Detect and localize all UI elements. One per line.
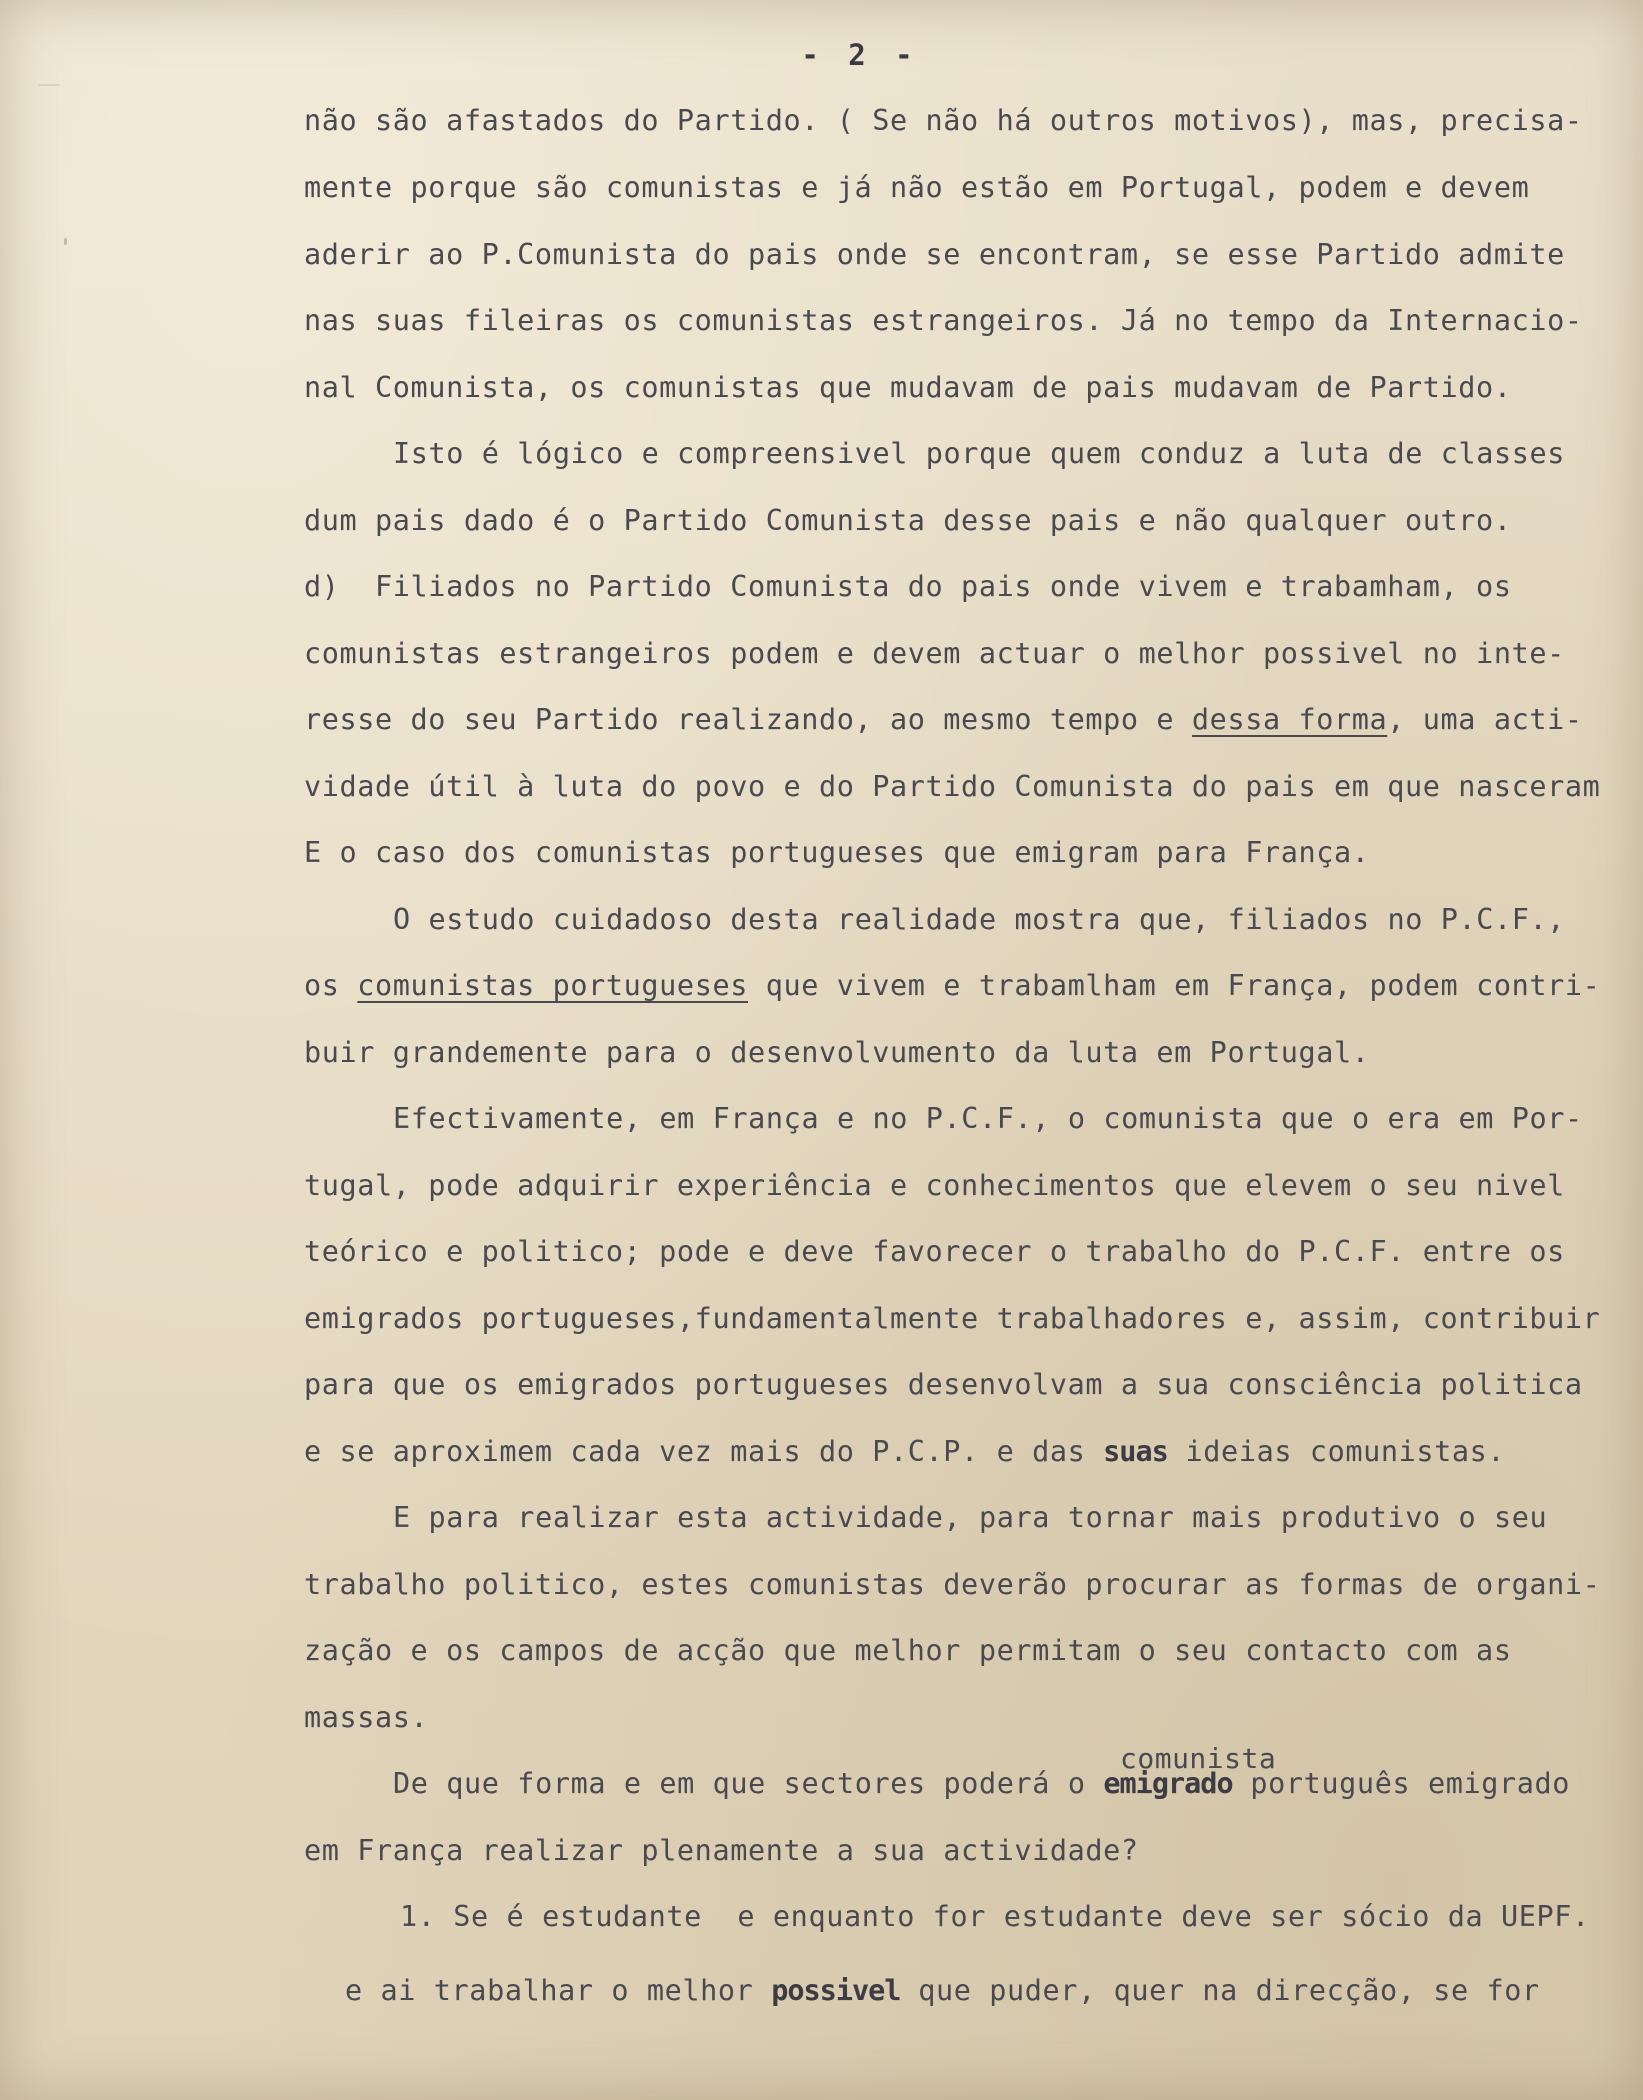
text-line: massas. bbox=[304, 1701, 429, 1734]
typed-over-word: suas bbox=[1103, 1435, 1168, 1468]
text-line: comunistas estrangeiros podem e devem actuar o melhor possivel no inte- bbox=[304, 637, 1565, 670]
text-line: O estudo cuidadoso desta realidade mostra que, filiados no P.C.F., bbox=[393, 903, 1566, 936]
text-line: zação e os campos de acção que melhor permitam o seu contacto com as bbox=[304, 1634, 1512, 1667]
text-line: emigrados portugueses,fundamentalmente trabalhadores e, assim, contribuir bbox=[304, 1302, 1601, 1335]
text-line: não são afastados do Partido. ( Se não há outros motivos), mas, precisa- bbox=[304, 104, 1583, 137]
text-line: E para realizar esta actividade, para tornar mais produtivo o seu bbox=[393, 1501, 1548, 1534]
underlined-phrase: dessa forma bbox=[1191, 703, 1388, 736]
handwritten-insertion: comunista bbox=[1120, 1742, 1277, 1775]
text-line: 1. Se é estudante e enquanto for estudante deve ser sócio da UEPF. bbox=[400, 1900, 1590, 1933]
text-line: resse do seu Partido realizando, ao mesmo tempo e dessa forma, uma acti- bbox=[304, 703, 1583, 736]
text-line: mente porque são comunistas e já não estão em Portugal, podem e devem bbox=[304, 171, 1530, 204]
text-line: e ai trabalhar o melhor possivel que puder, quer na direcção, se for bbox=[345, 1974, 1540, 2007]
text-line: nal Comunista, os comunistas que mudavam de pais mudavam de Partido. bbox=[304, 371, 1512, 404]
paper-stain bbox=[64, 238, 67, 245]
typed-over-word: emigrado bbox=[1103, 1767, 1233, 1800]
text-line: aderir ao P.Comunista do pais onde se encontram, se esse Partido admite bbox=[304, 238, 1565, 271]
text-line: tugal, pode adquirir experiência e conhecimentos que elevem o seu nivel bbox=[304, 1169, 1565, 1202]
text-line: em França realizar plenamente a sua actividade? bbox=[304, 1834, 1139, 1867]
typed-over-word: possivel bbox=[771, 1974, 901, 2007]
text-line: trabalho politico, estes comunistas deverão procurar as formas de organi- bbox=[304, 1568, 1601, 1601]
text-line: dum pais dado é o Partido Comunista desse pais e não qualquer outro. bbox=[304, 504, 1512, 537]
text-line: para que os emigrados portugueses desenvolvam a sua consciência politica bbox=[304, 1368, 1583, 1401]
text-line: os comunistas portugueses que vivem e trabamlham em França, podem contri- bbox=[304, 969, 1601, 1002]
text-line: teórico e politico; pode e deve favorecer o trabalho do P.C.F. entre os bbox=[304, 1235, 1565, 1268]
underlined-phrase: comunistas portugueses bbox=[357, 969, 748, 1002]
text-line: d) Filiados no Partido Comunista do pais onde vivem e trabamham, os bbox=[304, 570, 1512, 603]
page-number: - 2 - bbox=[801, 38, 919, 72]
text-line: Isto é lógico e compreensivel porque quem conduz a luta de classes bbox=[393, 437, 1566, 470]
text-line: e se aproximem cada vez mais do P.C.P. e das suas ideias comunistas. bbox=[304, 1435, 1506, 1468]
text-line: nas suas fileiras os comunistas estrangeiros. Já no tempo da Internacio- bbox=[304, 304, 1583, 337]
text-line: buir grandemente para o desenvolvumento da luta em Portugal. bbox=[304, 1036, 1370, 1069]
text-line: vidade útil à luta do povo e do Partido Comunista do pais em que nasceram bbox=[304, 770, 1601, 803]
text-line: De que forma e em que sectores poderá o emigrado português emigrado bbox=[393, 1767, 1571, 1800]
paper-mark bbox=[38, 84, 60, 86]
text-line: E o caso dos comunistas portugueses que emigram para França. bbox=[304, 836, 1370, 869]
text-line: Efectivamente, em França e no P.C.F., o comunista que o era em Por- bbox=[393, 1102, 1583, 1135]
